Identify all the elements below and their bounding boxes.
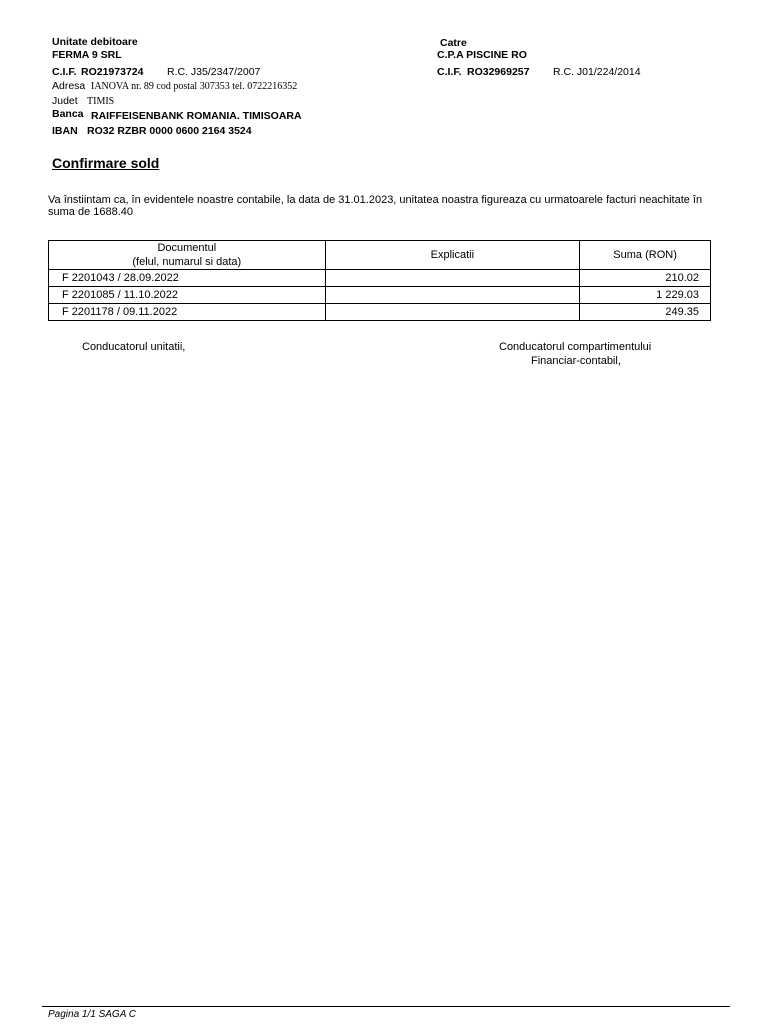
header-document-line2: (felul, numarul si data) xyxy=(132,256,242,268)
debtor-heading: Unitate debitoare xyxy=(52,36,138,48)
footer-divider xyxy=(42,1006,730,1007)
table-row xyxy=(49,270,711,287)
table-row xyxy=(49,287,711,304)
debtor-rc: R.C. J35/2347/2007 xyxy=(167,66,261,78)
creditor-name: C.P.A PISCINE RO xyxy=(437,49,527,61)
row-explanation xyxy=(325,287,580,304)
creditor-cif-label: C.I.F. xyxy=(437,66,462,78)
document-title: Confirmare sold xyxy=(52,155,160,171)
creditor-heading: Catre xyxy=(440,37,467,49)
debtor-iban: RO32 RZBR 0000 0600 2164 3524 xyxy=(87,125,252,137)
page-footer: Pagina 1/1 SAGA C xyxy=(48,1009,137,1020)
creditor-cif: RO32969257 xyxy=(467,66,530,78)
debtor-address-label: Adresa xyxy=(52,80,86,92)
row-document: F 2201178 / 09.11.2022 xyxy=(49,304,326,321)
row-amount: 249.35 xyxy=(580,304,711,321)
header-amount: Suma (RON) xyxy=(580,241,711,270)
invoices-table xyxy=(48,240,711,321)
row-amount: 1 229.03 xyxy=(580,287,711,304)
row-document: F 2201085 / 11.10.2022 xyxy=(49,287,326,304)
intro-text: Va înstiintam ca, în evidentele noastre contabile, la data de 31.01.2023, unitatea noastra figureaza cu urmatoarele facturi neachitate în suma de 1688.40 xyxy=(48,194,703,218)
header-explanation: Explicatii xyxy=(325,241,580,270)
debtor-iban-label: IBAN xyxy=(52,125,78,137)
signature-right-line1: Conducatorul compartimentului xyxy=(499,341,652,353)
row-explanation xyxy=(325,304,580,321)
debtor-name: FERMA 9 SRL xyxy=(52,49,122,61)
header-document-line1: Documentul xyxy=(157,242,217,254)
table-header-row xyxy=(49,241,711,270)
header-document xyxy=(49,241,326,270)
debtor-cif-label: C.I.F. xyxy=(52,66,77,78)
signature-right-line2: Financiar-contabil, xyxy=(531,355,621,367)
row-document: F 2201043 / 28.09.2022 xyxy=(49,270,326,287)
creditor-rc: R.C. J01/224/2014 xyxy=(553,66,641,78)
debtor-address: IANOVA nr. 89 cod postal 307353 tel. 0722216352 xyxy=(91,81,298,92)
debtor-cif: RO21973724 xyxy=(81,66,144,78)
debtor-county-label: Judet xyxy=(52,95,78,107)
debtor-county: TIMIS xyxy=(87,96,115,107)
row-amount: 210.02 xyxy=(580,270,711,287)
debtor-bank-label: Banca xyxy=(52,108,84,120)
table-row xyxy=(49,304,711,321)
signature-left: Conducatorul unitatii, xyxy=(82,341,186,353)
row-explanation xyxy=(325,270,580,287)
debtor-bank: RAIFFEISENBANK ROMANIA. TIMISOARA xyxy=(91,110,302,122)
